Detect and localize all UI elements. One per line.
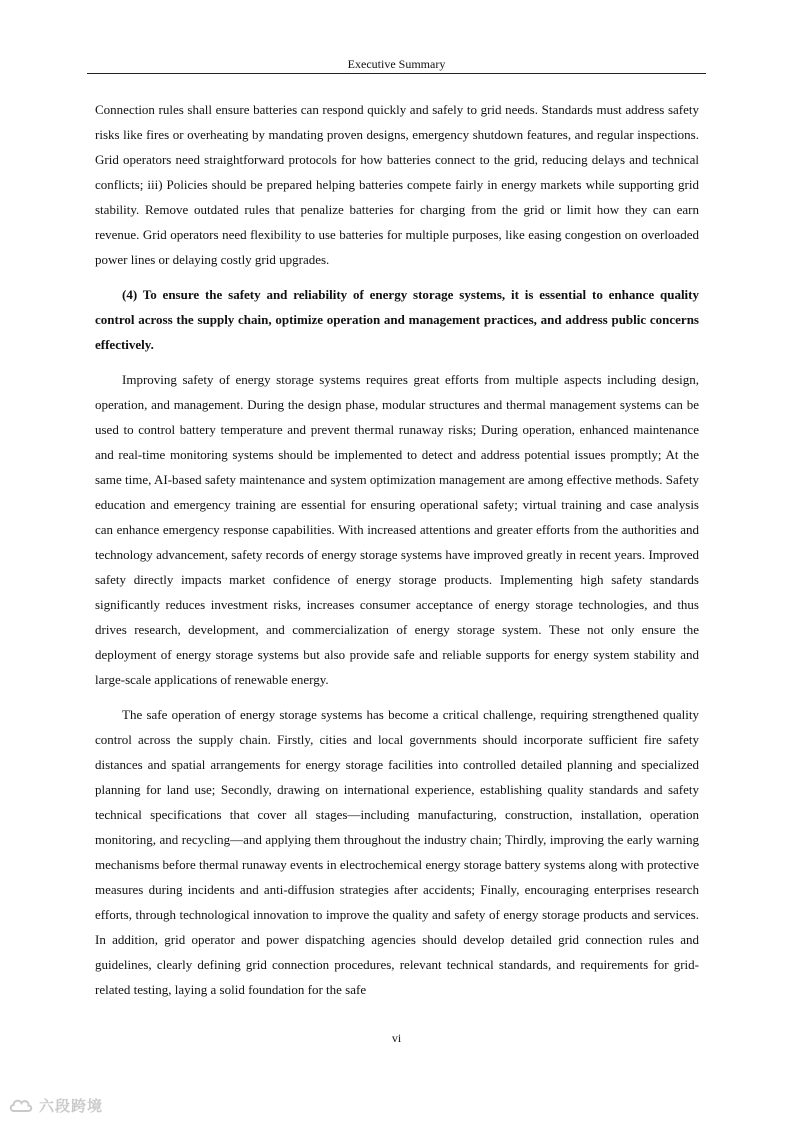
document-body [95, 97, 699, 1012]
section-heading-safety-reliability: (4) To ensure the safety and reliability of energy storage systems, it is essential to enhance quality control across the supply chain, optimize operation and management practices, and address public concerns effectively. [95, 287, 699, 352]
cloud-logo-icon [8, 1096, 34, 1114]
paragraph-improving-safety: Improving safety of energy storage systems requires great efforts from multiple aspects including design, operation, and management. During the design phase, modular structures and thermal management systems can be used to control battery temperature and prevent thermal runaway risks; During operation, enhanced maintenance and real-time monitoring systems should be implemented to detect and address potential issues promptly; At the same time, AI-based safety maintenance and system optimization management are among effective methods. Safety education and emergency training are essential for ensuring operational safety; virtual training and case analysis can enhance emergency response capabilities. With increased attentions and greater efforts from the authorities and technology advancement, safety records of energy storage systems have improved greatly in recent years. Improved safety directly impacts market confidence of energy storage products. Implementing high safety standards significantly reduces investment risks, increases consumer acceptance of energy storage technologies, and thus drives research, development, and commercialization of energy storage system. These not only ensure the deployment of energy storage systems but also provide safe and reliable supports for energy system stability and large-scale applications of renewable energy. [95, 372, 699, 687]
page-header [87, 56, 706, 74]
page-number: vi [391, 1031, 402, 1045]
paragraph-grid-connection-rules: Connection rules shall ensure batteries can respond quickly and safely to grid needs. Standards must address safety risks like fires or overheating by mandating proven designs, emergency shutdown features, and regular inspections. Grid operators need straightforward protocols for how batteries connect to the grid, reducing delays and technical conflicts; iii) Policies should be prepared helping batteries compete fairly in energy markets while supporting grid stability. Remove outdated rules that penalize batteries for charging from the grid or limit how they can earn revenue. Grid operators need flexibility to use batteries for multiple purposes, like easing congestion on overloaded power lines or delaying costly grid upgrades. [95, 102, 699, 267]
watermark [8, 1094, 103, 1116]
header-title: Executive Summary [347, 57, 446, 71]
watermark-text: 六段跨境 [39, 1096, 104, 1115]
paragraph-safe-operation: The safe operation of energy storage systems has become a critical challenge, requiring strengthened quality control across the supply chain. Firstly, cities and local governments should incorporate sufficient fire safety distances and spatial arrangements for energy storage facilities into controlled detailed planning and specialized planning for land use; Secondly, drawing on international experience, establishing quality standards and safety technical specifications that cover all stages—including manufacturing, construction, installation, operation monitoring, and recycling—and applying them throughout the industry chain; Thirdly, improving the early warning mechanisms before thermal runaway events in electrochemical energy storage battery systems along with protective measures during incidents and anti-diffusion strategies after accidents; Finally, encouraging enterprises research efforts, through technological innovation to improve the quality and safety of energy storage products and services. In addition, grid operator and power dispatching agencies should develop detailed grid connection rules and guidelines, clearly defining grid connection procedures, relevant technical standards, and requirements for grid-related testing, laying a solid foundation for the safe [95, 707, 699, 997]
